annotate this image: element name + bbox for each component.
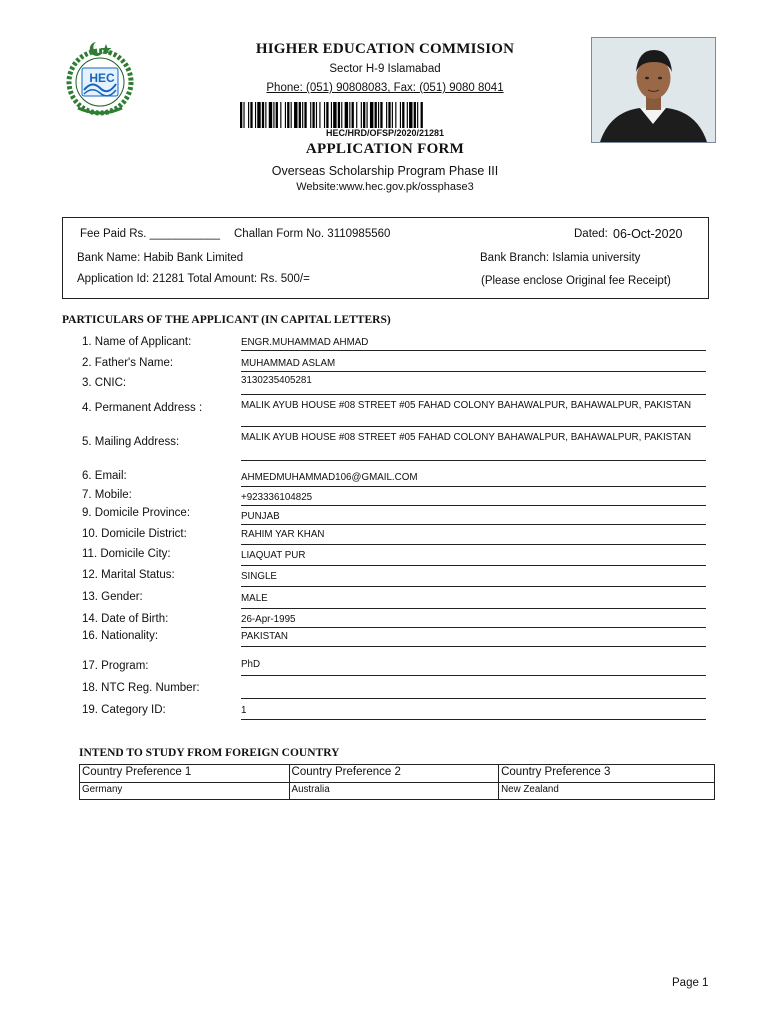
table-cell: Australia	[289, 783, 499, 800]
domicile-district: RAHIM YAR KHAN	[241, 529, 325, 540]
field-underline	[241, 524, 706, 525]
barcode-bar	[312, 102, 314, 128]
cnic: 3130235405281	[241, 375, 312, 386]
barcode-bar	[276, 102, 278, 128]
application-id: Application Id: 21281 Total Amount: Rs. 500/=	[77, 273, 310, 285]
domicile-city: LIAQUAT PUR	[241, 550, 306, 561]
fee-paid: Fee Paid Rs. ___________	[80, 228, 221, 240]
barcode-bar	[240, 102, 242, 128]
barcode-bar	[299, 102, 301, 128]
barcode-bar	[287, 102, 289, 128]
barcode-bar	[265, 102, 266, 128]
field-underline	[241, 394, 706, 395]
table-cell: Germany	[80, 783, 290, 800]
particulars-heading: PARTICULARS OF THE APPLICANT (IN CAPITAL LETTERS)	[62, 314, 391, 326]
fee-details-box	[62, 217, 709, 299]
barcode-bar	[291, 102, 292, 128]
field-underline	[241, 371, 706, 372]
barcode-bar	[338, 102, 340, 128]
row-label: 2. Father's Name:	[82, 357, 174, 369]
bank-branch: Bank Branch: Islamia university	[480, 252, 641, 264]
org-address: Sector H-9 Islamabad	[329, 63, 441, 75]
field-underline	[241, 586, 706, 587]
barcode-bar	[349, 102, 350, 128]
website: Website:www.hec.gov.pk/ossphase3	[296, 181, 474, 193]
barcode-bar	[352, 102, 354, 128]
barcode-bar	[302, 102, 303, 128]
mobile: +923336104825	[241, 492, 313, 503]
field-underline	[241, 486, 706, 487]
field-underline	[241, 646, 706, 647]
challan-number: Challan Form No. 3110985560	[234, 228, 391, 240]
barcode-bar	[326, 102, 328, 128]
table-header-cell: Country Preference 2	[289, 765, 499, 783]
barcode-bar	[294, 102, 297, 128]
reference-code: HEC/HRD/OFSP/2020/21281	[325, 128, 445, 138]
field-underline	[241, 505, 706, 506]
program-name: Overseas Scholarship Program Phase III	[271, 164, 499, 178]
row-label: 13. Gender:	[82, 591, 143, 603]
country-preferences-table	[79, 764, 715, 800]
barcode-bar	[378, 102, 379, 128]
form-title: APPLICATION FORM	[305, 141, 465, 157]
row-label: 5. Mailing Address:	[82, 436, 180, 448]
table-header-cell: Country Preference 3	[499, 765, 715, 783]
barcode-bar	[262, 102, 264, 128]
barcode-bar	[316, 102, 317, 128]
dated-label: Dated:	[574, 228, 608, 240]
svg-text:HEC: HEC	[89, 71, 115, 85]
hec-logo	[60, 38, 140, 118]
row-label: 19. Category ID:	[82, 704, 166, 716]
applicant-name: ENGR.MUHAMMAD AHMAD	[241, 337, 369, 348]
row-label: 11. Domicile City:	[82, 548, 171, 560]
field-underline	[241, 719, 706, 720]
row-label: 18. NTC Reg. Number:	[82, 682, 200, 694]
nationality: PAKISTAN	[241, 631, 288, 642]
field-underline	[241, 350, 706, 351]
barcode-bar	[310, 102, 311, 128]
email: AHMEDMUHAMMAD106@GMAIL.COM	[241, 472, 418, 483]
barcode-bar	[333, 102, 336, 128]
barcode-bar	[273, 102, 274, 128]
row-label: 1. Name of Applicant:	[82, 336, 192, 348]
barcode-bar	[341, 102, 342, 128]
field-underline	[241, 544, 706, 545]
row-label: 3. CNIC:	[82, 377, 127, 389]
barcode-bar	[392, 102, 393, 128]
barcode-bar	[331, 102, 332, 128]
category-id: 1	[241, 705, 247, 716]
barcode-bar	[257, 102, 260, 128]
row-label: 9. Domicile Province:	[82, 507, 191, 519]
row-label: 12. Marital Status:	[82, 569, 175, 581]
bank-name: Bank Name: Habib Bank Limited	[77, 252, 244, 264]
org-phone: Phone: (051) 90808083, Fax: (051) 9080 8041	[266, 82, 504, 94]
barcode-bar	[319, 102, 320, 128]
field-underline	[241, 698, 706, 699]
barcode-bar	[255, 102, 256, 128]
barcode-bar	[375, 102, 377, 128]
barcode-bar	[367, 102, 368, 128]
barcode-bar	[409, 102, 412, 128]
gender: MALE	[241, 593, 268, 604]
barcode-bar	[370, 102, 373, 128]
hec-crest-icon	[60, 38, 140, 118]
barcode-bar	[361, 102, 362, 128]
row-label: 10. Domicile District:	[82, 528, 187, 540]
marital-status: SINGLE	[241, 571, 277, 582]
row-label: 16. Nationality:	[82, 630, 159, 642]
barcode-bar	[324, 102, 325, 128]
barcode-bar	[395, 102, 396, 128]
row-label: 6. Email:	[82, 470, 127, 482]
row-label: 17. Program:	[82, 660, 149, 672]
table-header-row	[80, 765, 715, 783]
table-row	[80, 783, 715, 800]
barcode-bar	[386, 102, 387, 128]
row-label: 14. Date of Birth:	[82, 613, 169, 625]
page-number: Page 1	[672, 977, 709, 989]
field-underline	[241, 426, 706, 427]
field-underline	[241, 460, 706, 461]
barcode-bar	[407, 102, 408, 128]
barcode-bar	[269, 102, 272, 128]
table-cell: New Zealand	[499, 783, 715, 800]
field-underline	[241, 565, 706, 566]
barcode-bar	[248, 102, 249, 128]
table-header-cell: Country Preference 1	[80, 765, 290, 783]
field-underline	[241, 608, 706, 609]
barcode-bar	[345, 102, 348, 128]
barcode	[240, 102, 520, 128]
barcode-bar	[243, 102, 244, 128]
program: PhD	[241, 659, 261, 670]
row-label: 4. Permanent Address :	[82, 402, 203, 414]
countries-heading: INTEND TO STUDY FROM FOREIGN COUNTRY	[79, 747, 340, 759]
father-name: MUHAMMAD ASLAM	[241, 358, 336, 369]
barcode-bar	[388, 102, 390, 128]
applicant-photo	[591, 37, 716, 143]
barcode-bar	[421, 102, 423, 128]
barcode-bar	[414, 102, 416, 128]
row-label: 7. Mobile:	[82, 489, 132, 501]
barcode-bar	[280, 102, 281, 128]
barcode-bar	[363, 102, 365, 128]
domicile-province: PUNJAB	[241, 511, 280, 522]
barcode-bar	[250, 102, 252, 128]
barcode-bar	[304, 102, 306, 128]
barcode-bar	[417, 102, 418, 128]
mailing-address: MALIK AYUB HOUSE #08 STREET #05 FAHAD COLONY BAHAWALPUR, BAHAWALPUR, PAKISTAN	[241, 432, 692, 443]
barcode-bar	[356, 102, 357, 128]
dated-value: 06-Oct-2020	[613, 227, 683, 241]
permanent-address: MALIK AYUB HOUSE #08 STREET #05 FAHAD COLONY BAHAWALPUR, BAHAWALPUR, PAKISTAN	[241, 400, 692, 411]
barcode-bar	[380, 102, 382, 128]
org-title: HIGHER EDUCATION COMMISION	[255, 41, 515, 57]
barcode-bar	[402, 102, 404, 128]
date-of-birth: 26-Apr-1995	[241, 614, 296, 625]
field-underline	[241, 627, 706, 628]
barcode-bar	[400, 102, 401, 128]
field-underline	[241, 675, 706, 676]
receipt-note: (Please enclose Original fee Receipt)	[481, 275, 671, 287]
barcode-bar	[285, 102, 286, 128]
